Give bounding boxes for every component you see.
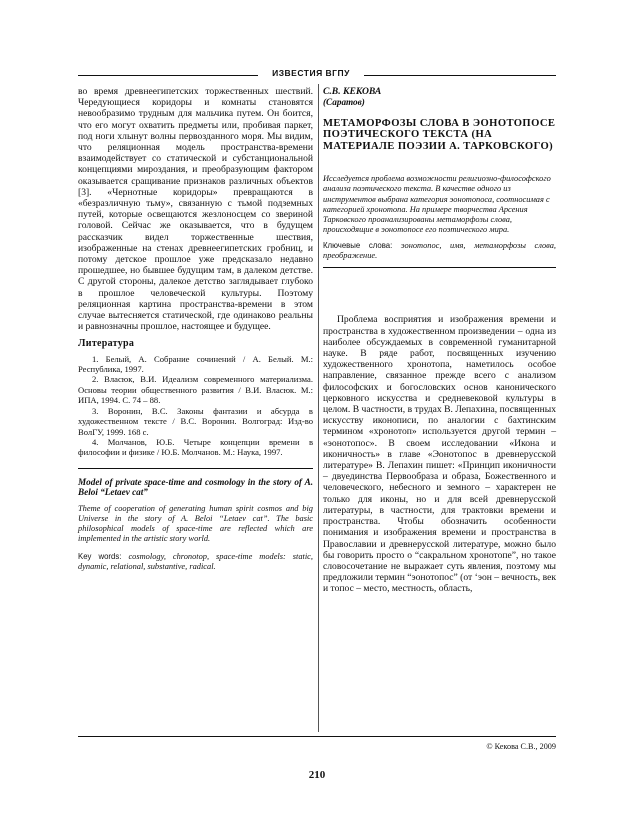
keywords-label-ru: Ключевые слова:: [323, 241, 393, 251]
header-rule-right: [364, 75, 556, 76]
copyright: © Кекова С.В., 2009: [486, 742, 556, 751]
left-column: [78, 86, 313, 571]
reference-4: 4. Молчанов, Ю.Б. Четыре концепции времени в философии и физике / Ю.Б. Молчанов. М.: Наука, 1997.: [78, 436, 313, 458]
left-paragraph: во время древнеегипетских торжественных шествий. Чередующиеся коридоры и комнаты становятся невообразимо трудным для мальчика путем. Он боится, что его могут охватить предметы или, пробивая паркет, под ноги хлынут волны первозданного моря. Мы видим, что реляционная модель пространства-времени взаимодействует со статической и субстанциональной концепциями мироздания, и преобразующим фактором оказывается сращивание признаков различных объектов [3]. «Чернотные коридоры» превращаются в «безразличную тьму», связанную с тьмой подземных путей, которые освещаются жезлоносцем со звериной головой. Сейчас же оказывается, что в будущем рассказчик видел торжественные шествия, изображенные на стенах древнеегипетских гробниц, и потому детское прошлое уже предсказало недавно прошедшее, но бывшее будущим там, в далеком детстве. С другой стороны, далекое детство заглядывает глубоко в прошлое человеческой культуры. Поэтому реляционная картина пространства-времени в этом случае вытесняется статической, где одинаково реальны и равнозначны прошлое, настоящее и будущее.: [78, 86, 313, 333]
running-header: [78, 68, 556, 84]
page-number: 210: [308, 769, 326, 781]
keywords-label: Key words:: [78, 551, 122, 561]
article-body: Проблема восприятия и изображения времени и пространства в художественном произведении – одна из наиболее обсуждаемых в современной гуманитарной науке. В ряде работ, посвященных изучению художественного хронотопа, наметилось особое направление, связанное прежде всего с анализом философских и богословских основ канонического церковного искусства и средневековой культуры в целом. В частности, в трудах В. Лепахина, посвященных искусству иконописи, по аналогии с бахтинским термином «хронотоп» используется другой термин – «эонотопос». В своем исследовании «Икона и иконичность» в главе «Эонотопос в древнерусской литературе» В. Лепахин пишет: «Принцип иконичности – двуединства Первообраза и образа, Божественного и человеческого, небесного и земного – характерен не только для иконы, но и для всей древнерусской литературы, в частности, для трактовки времени и пространства. Чтобы обозначить особенности понимания и изображения времени и пространства в Православии и древнерусской литературе, можно было бы говорить просто о “сакральном хронотопе”, но такое словосочетание не выражает суть явления, поэтому мы предложили термин “эонотопос” (от ‘эон – вечность, век и топос – место, местность, область,: [323, 314, 556, 595]
keywords-text-ru: эонотопос, имя, метаморфозы слова, преображение.: [323, 241, 556, 261]
journal-title: ИЗВЕСТИЯ ВГПУ: [272, 68, 350, 78]
section-rule: [78, 468, 313, 469]
header-rule-left: [78, 75, 258, 76]
reference-3: 3. Воронин, В.С. Законы фантазии и абсурда в художественном тексте / В.С. Воронин. Волгоград: Изд-во ВолГУ, 1999. 168 с.: [78, 405, 313, 437]
right-column: [323, 86, 556, 595]
author-city: (Саратов): [323, 97, 365, 107]
article-title: МЕТАМОРФОЗЫ СЛОВА В ЭОНОТОПОСЕ ПОЭТИЧЕСКОГО ТЕКСТА (НА МАТЕРИАЛЕ ПОЭЗИИ А. ТАРКОВСКОГО): [323, 118, 556, 152]
english-abstract: Theme of cooperation of generating human spirit cosmos and big Universe in the story of A. Beloi “Letaev cat”. The basic philosophical models of space-time are reflected which are implemented in the artistic story world.: [78, 503, 313, 543]
keywords-text: cosmology, chronotop, space-time models: static, dynamic, relational, substantive, radical.: [78, 551, 313, 571]
column-divider: [318, 84, 319, 732]
reference-1: 1. Белый, А. Собрание сочинений / А. Белый. М.: Республика, 1997.: [78, 353, 313, 375]
article-keywords: [323, 241, 556, 268]
reference-2: 2. Власюк, В.И. Идеализм современного материализма. Основы теории общественного развития / В.И. Власюк. М.: ИПА, 1994. С. 74 – 88.: [78, 374, 313, 406]
author-name: С.В. КЕКОВА: [323, 86, 382, 97]
english-title: Model of private space-time and cosmology in the story of A. Beloi “Letaev cat”: [78, 476, 313, 498]
english-keywords: [78, 552, 313, 571]
footer-rule: [78, 736, 556, 737]
article-abstract: Исследуется проблема возможности религиозно-философского анализа поэтического текста. В качестве одного из инструментов выбрана категория эонотопоса, соотносимая с категорией хронотопа. На примере творчества Арсения Тарковского проанализированы метаморфозы слова, происходящие в эонотопосе его поэтического мира.: [323, 174, 551, 235]
literature-heading: Литература: [78, 338, 135, 350]
